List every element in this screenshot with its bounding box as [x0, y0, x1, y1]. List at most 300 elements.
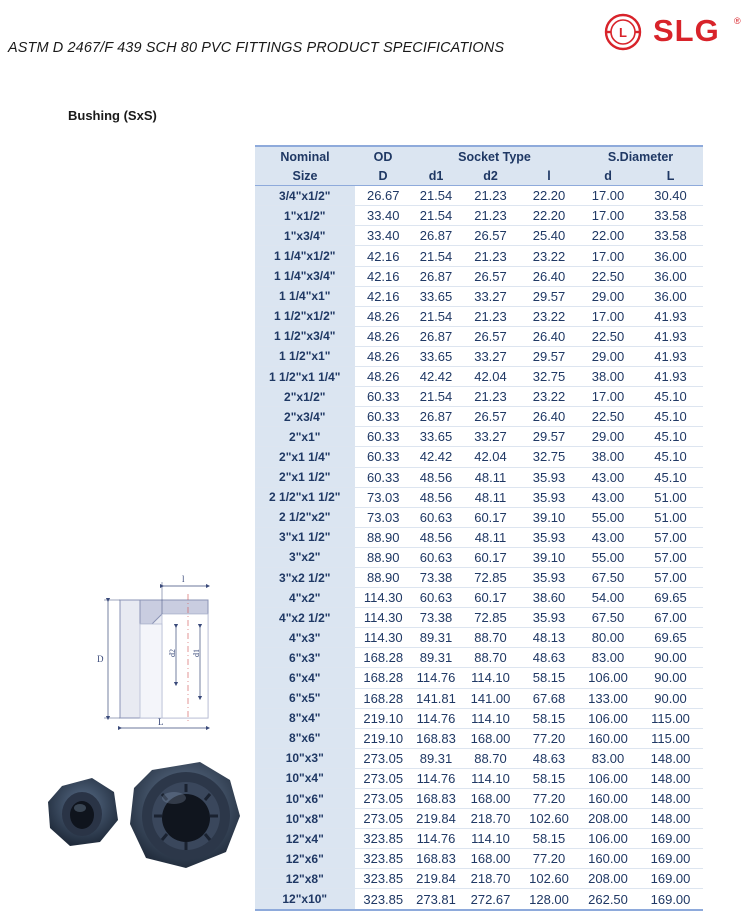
cell-sdiam-L: 90.00	[638, 688, 703, 708]
cell-od-D: 114.30	[355, 628, 411, 648]
table-row	[255, 547, 703, 567]
cell-size: 2"x1/2"	[255, 387, 355, 407]
cell-size: 2"x3/4"	[255, 407, 355, 427]
cell-socket-d1: 114.76	[411, 708, 461, 728]
cell-sdiam-d: 208.00	[578, 809, 638, 829]
cell-socket-d2: 88.70	[461, 628, 520, 648]
cell-socket-l: 29.57	[520, 346, 578, 366]
cell-od-D: 48.26	[355, 367, 411, 387]
table-row	[255, 387, 703, 407]
table-row	[255, 487, 703, 507]
cell-od-D: 60.33	[355, 467, 411, 487]
cell-sdiam-L: 41.93	[638, 306, 703, 326]
cell-socket-l: 67.68	[520, 688, 578, 708]
cell-socket-d1: 141.81	[411, 688, 461, 708]
emblem-letter: L	[619, 25, 627, 40]
table-row	[255, 789, 703, 809]
table-row	[255, 588, 703, 608]
header-size: Size	[255, 166, 355, 186]
table-row	[255, 628, 703, 648]
cell-sdiam-d: 17.00	[578, 306, 638, 326]
cell-socket-d1: 60.63	[411, 507, 461, 527]
cell-socket-d1: 21.54	[411, 387, 461, 407]
cell-sdiam-L: 57.00	[638, 567, 703, 587]
header-d1: d1	[411, 166, 461, 186]
cell-sdiam-d: 43.00	[578, 487, 638, 507]
table-row	[255, 748, 703, 768]
table-row	[255, 246, 703, 266]
cell-socket-d1: 114.76	[411, 829, 461, 849]
table-row	[255, 507, 703, 527]
cell-od-D: 33.40	[355, 206, 411, 226]
cell-sdiam-d: 43.00	[578, 467, 638, 487]
cell-sdiam-L: 148.00	[638, 809, 703, 829]
cell-socket-d1: 26.87	[411, 266, 461, 286]
cell-socket-l: 58.15	[520, 829, 578, 849]
cell-od-D: 42.16	[355, 266, 411, 286]
cell-sdiam-L: 36.00	[638, 266, 703, 286]
cell-od-D: 42.16	[355, 246, 411, 266]
table-row	[255, 889, 703, 910]
cell-socket-d1: 114.76	[411, 768, 461, 788]
cell-size: 1 1/2"x1 1/4"	[255, 367, 355, 387]
cell-od-D: 273.05	[355, 748, 411, 768]
section-title: Bushing (SxS)	[68, 108, 157, 123]
cell-sdiam-d: 67.50	[578, 567, 638, 587]
cell-size: 2"x1 1/4"	[255, 447, 355, 467]
table-row	[255, 708, 703, 728]
table-row	[255, 226, 703, 246]
cell-socket-d2: 114.10	[461, 708, 520, 728]
cell-socket-d2: 48.11	[461, 467, 520, 487]
cell-socket-l: 26.40	[520, 407, 578, 427]
cell-socket-l: 39.10	[520, 507, 578, 527]
cell-od-D: 60.33	[355, 447, 411, 467]
cell-sdiam-L: 36.00	[638, 246, 703, 266]
cell-socket-l: 102.60	[520, 869, 578, 889]
cell-sdiam-d: 22.50	[578, 266, 638, 286]
header-l: l	[520, 166, 578, 186]
cell-size: 1 1/2"x3/4"	[255, 326, 355, 346]
cell-socket-d2: 114.10	[461, 668, 520, 688]
cell-socket-l: 39.10	[520, 547, 578, 567]
cell-sdiam-L: 33.58	[638, 226, 703, 246]
cell-socket-d1: 48.56	[411, 467, 461, 487]
cell-socket-d2: 26.57	[461, 407, 520, 427]
cell-sdiam-d: 38.00	[578, 367, 638, 387]
spec-table-body	[255, 186, 703, 910]
cell-size: 1 1/4"x1"	[255, 286, 355, 306]
cell-sdiam-d: 29.00	[578, 427, 638, 447]
cell-sdiam-d: 83.00	[578, 748, 638, 768]
cell-sdiam-d: 55.00	[578, 507, 638, 527]
header-D: D	[355, 166, 411, 186]
cell-socket-d2: 72.85	[461, 608, 520, 628]
bushing-section-diagram	[92, 574, 242, 734]
cell-sdiam-d: 17.00	[578, 387, 638, 407]
cell-socket-l: 23.22	[520, 246, 578, 266]
cell-od-D: 48.26	[355, 346, 411, 366]
cell-sdiam-d: 160.00	[578, 789, 638, 809]
cell-socket-d2: 168.00	[461, 728, 520, 748]
cell-od-D: 48.26	[355, 306, 411, 326]
cell-socket-l: 22.20	[520, 206, 578, 226]
table-row	[255, 206, 703, 226]
cell-socket-d2: 141.00	[461, 688, 520, 708]
cell-socket-d2: 114.10	[461, 768, 520, 788]
cell-sdiam-d: 38.00	[578, 447, 638, 467]
cell-socket-l: 26.40	[520, 266, 578, 286]
cell-sdiam-d: 106.00	[578, 768, 638, 788]
cell-od-D: 323.85	[355, 889, 411, 910]
dim-label-d1: d1	[192, 649, 201, 657]
cell-size: 1 1/4"x3/4"	[255, 266, 355, 286]
cell-size: 10"x8"	[255, 809, 355, 829]
cell-sdiam-d: 106.00	[578, 708, 638, 728]
cell-sdiam-d: 17.00	[578, 206, 638, 226]
cell-socket-d1: 168.83	[411, 728, 461, 748]
cell-od-D: 168.28	[355, 648, 411, 668]
cell-sdiam-d: 17.00	[578, 246, 638, 266]
cell-sdiam-L: 51.00	[638, 487, 703, 507]
cell-socket-d1: 48.56	[411, 527, 461, 547]
cell-socket-l: 58.15	[520, 768, 578, 788]
cell-sdiam-L: 45.10	[638, 447, 703, 467]
cell-sdiam-d: 22.00	[578, 226, 638, 246]
cell-sdiam-L: 51.00	[638, 507, 703, 527]
cell-od-D: 219.10	[355, 708, 411, 728]
table-row	[255, 266, 703, 286]
table-row	[255, 367, 703, 387]
cell-sdiam-L: 45.10	[638, 427, 703, 447]
cell-sdiam-L: 57.00	[638, 547, 703, 567]
cell-socket-d1: 273.81	[411, 889, 461, 910]
cell-sdiam-d: 17.00	[578, 186, 638, 206]
cell-size: 6"x5"	[255, 688, 355, 708]
cell-socket-d1: 21.54	[411, 306, 461, 326]
cell-socket-d2: 218.70	[461, 869, 520, 889]
cell-socket-d1: 114.76	[411, 668, 461, 688]
cell-socket-l: 29.57	[520, 286, 578, 306]
cell-socket-d2: 21.23	[461, 306, 520, 326]
cell-od-D: 88.90	[355, 567, 411, 587]
table-row	[255, 186, 703, 206]
table-row	[255, 668, 703, 688]
table-row	[255, 688, 703, 708]
cell-socket-d2: 60.17	[461, 588, 520, 608]
bushing-product-photo	[40, 758, 245, 870]
cell-size: 1 1/4"x1/2"	[255, 246, 355, 266]
cell-od-D: 323.85	[355, 829, 411, 849]
cell-socket-d2: 33.27	[461, 286, 520, 306]
cell-size: 2"x1 1/2"	[255, 467, 355, 487]
brand-name: SLG	[653, 13, 720, 48]
table-row	[255, 849, 703, 869]
cell-socket-l: 77.20	[520, 789, 578, 809]
table-row	[255, 809, 703, 829]
bushing-fittings-image	[40, 758, 245, 870]
cell-socket-d1: 89.31	[411, 748, 461, 768]
cell-od-D: 273.05	[355, 768, 411, 788]
cell-socket-l: 26.40	[520, 326, 578, 346]
cell-socket-d2: 42.04	[461, 367, 520, 387]
cell-socket-d2: 114.10	[461, 829, 520, 849]
cell-socket-l: 23.22	[520, 306, 578, 326]
cell-size: 6"x3"	[255, 648, 355, 668]
cell-sdiam-L: 36.00	[638, 286, 703, 306]
cell-socket-l: 128.00	[520, 889, 578, 910]
cell-socket-d2: 21.23	[461, 246, 520, 266]
cell-od-D: 88.90	[355, 527, 411, 547]
cell-size: 10"x6"	[255, 789, 355, 809]
cell-sdiam-L: 41.93	[638, 346, 703, 366]
cell-socket-d2: 88.70	[461, 648, 520, 668]
cell-od-D: 273.05	[355, 789, 411, 809]
cell-sdiam-L: 115.00	[638, 708, 703, 728]
cell-sdiam-L: 90.00	[638, 668, 703, 688]
table-row	[255, 326, 703, 346]
cell-size: 1 1/2"x1"	[255, 346, 355, 366]
header-socket-type: Socket Type	[411, 146, 578, 166]
cell-sdiam-L: 148.00	[638, 768, 703, 788]
cell-size: 4"x2 1/2"	[255, 608, 355, 628]
table-row	[255, 567, 703, 587]
cell-sdiam-L: 148.00	[638, 789, 703, 809]
cell-sdiam-L: 57.00	[638, 527, 703, 547]
cell-socket-d2: 72.85	[461, 567, 520, 587]
cell-size: 8"x4"	[255, 708, 355, 728]
dim-label-D: D	[97, 654, 104, 664]
cell-sdiam-L: 30.40	[638, 186, 703, 206]
cell-socket-l: 35.93	[520, 467, 578, 487]
sub-header-row	[255, 166, 703, 186]
cell-sdiam-d: 133.00	[578, 688, 638, 708]
header-od: OD	[355, 146, 411, 166]
cell-socket-d2: 168.00	[461, 849, 520, 869]
cell-socket-d2: 33.27	[461, 427, 520, 447]
cell-sdiam-L: 33.58	[638, 206, 703, 226]
cell-socket-d2: 26.57	[461, 326, 520, 346]
cell-od-D: 73.03	[355, 487, 411, 507]
cell-sdiam-d: 55.00	[578, 547, 638, 567]
cell-socket-d1: 42.42	[411, 367, 461, 387]
cell-socket-d2: 218.70	[461, 809, 520, 829]
cell-socket-d2: 88.70	[461, 748, 520, 768]
cell-socket-l: 29.57	[520, 427, 578, 447]
cell-socket-l: 58.15	[520, 668, 578, 688]
cell-sdiam-L: 169.00	[638, 889, 703, 910]
registered-mark: ®	[734, 16, 741, 26]
table-row	[255, 728, 703, 748]
cell-socket-d2: 21.23	[461, 186, 520, 206]
cell-socket-d2: 272.67	[461, 889, 520, 910]
cell-sdiam-L: 169.00	[638, 849, 703, 869]
cell-socket-d2: 21.23	[461, 206, 520, 226]
cell-sdiam-d: 54.00	[578, 588, 638, 608]
header-d: d	[578, 166, 638, 186]
table-row	[255, 286, 703, 306]
header-s-diameter: S.Diameter	[578, 146, 703, 166]
cell-socket-l: 77.20	[520, 849, 578, 869]
cell-socket-l: 77.20	[520, 728, 578, 748]
cell-socket-l: 48.63	[520, 648, 578, 668]
cell-od-D: 60.33	[355, 427, 411, 447]
cell-socket-d1: 60.63	[411, 588, 461, 608]
cell-socket-l: 38.60	[520, 588, 578, 608]
cell-socket-l: 58.15	[520, 708, 578, 728]
table-row	[255, 829, 703, 849]
cell-sdiam-d: 208.00	[578, 869, 638, 889]
cell-sdiam-d: 160.00	[578, 728, 638, 748]
cell-socket-d2: 21.23	[461, 387, 520, 407]
cell-socket-d1: 33.65	[411, 286, 461, 306]
table-row	[255, 427, 703, 447]
cell-od-D: 33.40	[355, 226, 411, 246]
header-nominal: Nominal	[255, 146, 355, 166]
cell-sdiam-d: 22.50	[578, 407, 638, 427]
cell-od-D: 168.28	[355, 688, 411, 708]
cell-sdiam-d: 262.50	[578, 889, 638, 910]
bushing-technical-drawing	[92, 574, 242, 734]
cell-socket-d2: 60.17	[461, 507, 520, 527]
cell-socket-d1: 26.87	[411, 226, 461, 246]
cell-size: 1"x1/2"	[255, 206, 355, 226]
slg-emblem-icon	[603, 12, 647, 52]
cell-sdiam-L: 41.93	[638, 367, 703, 387]
cell-socket-d1: 48.56	[411, 487, 461, 507]
cell-size: 3/4"x1/2"	[255, 186, 355, 206]
cell-od-D: 73.03	[355, 507, 411, 527]
cell-socket-d2: 42.04	[461, 447, 520, 467]
table-row	[255, 608, 703, 628]
cell-socket-l: 35.93	[520, 487, 578, 507]
cell-socket-d2: 33.27	[461, 346, 520, 366]
cell-socket-d1: 168.83	[411, 849, 461, 869]
table-row	[255, 648, 703, 668]
cell-sdiam-L: 69.65	[638, 588, 703, 608]
table-row	[255, 306, 703, 326]
cell-sdiam-L: 169.00	[638, 829, 703, 849]
table-row	[255, 869, 703, 889]
dim-label-d2: d2	[168, 649, 177, 657]
cell-size: 3"x2"	[255, 547, 355, 567]
cell-socket-d2: 48.11	[461, 527, 520, 547]
cell-size: 8"x6"	[255, 728, 355, 748]
group-header-row	[255, 146, 703, 166]
cell-sdiam-d: 160.00	[578, 849, 638, 869]
table-row	[255, 467, 703, 487]
cell-socket-d2: 48.11	[461, 487, 520, 507]
cell-sdiam-L: 45.10	[638, 407, 703, 427]
cell-sdiam-L: 90.00	[638, 648, 703, 668]
cell-sdiam-d: 67.50	[578, 608, 638, 628]
cell-od-D: 114.30	[355, 588, 411, 608]
cell-sdiam-d: 22.50	[578, 326, 638, 346]
cell-size: 12"x10"	[255, 889, 355, 910]
cell-socket-d1: 21.54	[411, 186, 461, 206]
cell-socket-d1: 219.84	[411, 809, 461, 829]
cell-socket-d1: 73.38	[411, 567, 461, 587]
cell-size: 10"x3"	[255, 748, 355, 768]
table-row	[255, 447, 703, 467]
cell-od-D: 114.30	[355, 608, 411, 628]
cell-socket-d1: 168.83	[411, 789, 461, 809]
header-d2: d2	[461, 166, 520, 186]
document-title: ASTM D 2467/F 439 SCH 80 PVC FITTINGS PRODUCT SPECIFICATIONS	[8, 40, 505, 56]
cell-socket-d2: 168.00	[461, 789, 520, 809]
table-row	[255, 346, 703, 366]
dim-label-l: l	[182, 574, 185, 584]
table-row	[255, 768, 703, 788]
cell-od-D: 48.26	[355, 326, 411, 346]
cell-sdiam-d: 29.00	[578, 286, 638, 306]
cell-size: 1 1/2"x1/2"	[255, 306, 355, 326]
cell-size: 12"x6"	[255, 849, 355, 869]
cell-od-D: 60.33	[355, 387, 411, 407]
cell-od-D: 42.16	[355, 286, 411, 306]
cell-socket-d2: 26.57	[461, 226, 520, 246]
cell-od-D: 273.05	[355, 809, 411, 829]
cell-socket-d1: 26.87	[411, 407, 461, 427]
cell-size: 3"x2 1/2"	[255, 567, 355, 587]
cell-socket-d2: 26.57	[461, 266, 520, 286]
cell-sdiam-d: 29.00	[578, 346, 638, 366]
cell-od-D: 219.10	[355, 728, 411, 748]
cell-socket-l: 48.63	[520, 748, 578, 768]
header-L: L	[638, 166, 703, 186]
dim-label-L: L	[158, 717, 164, 727]
cell-sdiam-d: 43.00	[578, 527, 638, 547]
cell-socket-d1: 42.42	[411, 447, 461, 467]
cell-od-D: 323.85	[355, 869, 411, 889]
cell-socket-d2: 60.17	[461, 547, 520, 567]
cell-sdiam-L: 115.00	[638, 728, 703, 748]
cell-socket-d1: 33.65	[411, 346, 461, 366]
cell-od-D: 88.90	[355, 547, 411, 567]
cell-sdiam-d: 106.00	[578, 829, 638, 849]
cell-socket-l: 23.22	[520, 387, 578, 407]
cell-sdiam-L: 69.65	[638, 628, 703, 648]
cell-socket-l: 32.75	[520, 367, 578, 387]
cell-socket-l: 48.13	[520, 628, 578, 648]
cell-od-D: 60.33	[355, 407, 411, 427]
cell-size: 4"x3"	[255, 628, 355, 648]
cell-socket-d1: 60.63	[411, 547, 461, 567]
cell-sdiam-L: 45.10	[638, 467, 703, 487]
cell-sdiam-d: 83.00	[578, 648, 638, 668]
cell-socket-l: 22.20	[520, 186, 578, 206]
brand-logo	[603, 12, 743, 52]
cell-size: 3"x1 1/2"	[255, 527, 355, 547]
cell-size: 12"x8"	[255, 869, 355, 889]
cell-socket-d1: 21.54	[411, 206, 461, 226]
cell-size: 2 1/2"x1 1/2"	[255, 487, 355, 507]
cell-socket-d1: 219.84	[411, 869, 461, 889]
cell-size: 2 1/2"x2"	[255, 507, 355, 527]
cell-od-D: 26.67	[355, 186, 411, 206]
cell-size: 2"x1"	[255, 427, 355, 447]
cell-socket-d1: 26.87	[411, 326, 461, 346]
cell-size: 4"x2"	[255, 588, 355, 608]
cell-size: 1"x3/4"	[255, 226, 355, 246]
cell-size: 12"x4"	[255, 829, 355, 849]
cell-socket-l: 35.93	[520, 527, 578, 547]
cell-socket-l: 35.93	[520, 608, 578, 628]
cell-sdiam-L: 169.00	[638, 869, 703, 889]
cell-od-D: 323.85	[355, 849, 411, 869]
cell-size: 6"x4"	[255, 668, 355, 688]
cell-sdiam-L: 148.00	[638, 748, 703, 768]
